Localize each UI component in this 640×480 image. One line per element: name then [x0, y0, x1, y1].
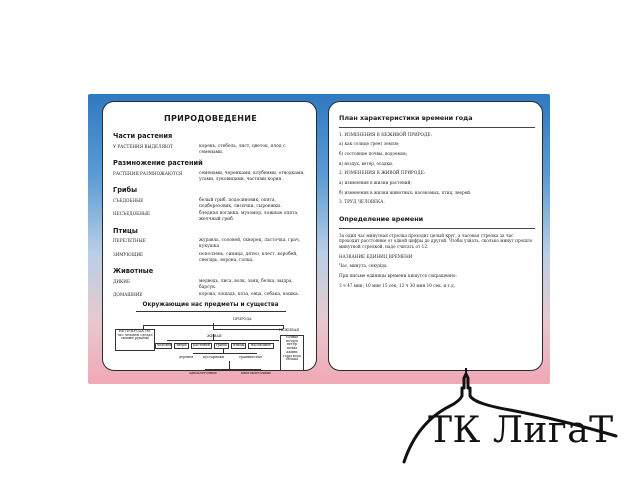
plan-item: б) состояние почвы, водоемов; — [339, 150, 408, 156]
section-row — [113, 252, 308, 263]
plan-item: 3. ТРУД ЧЕЛОВЕКА. — [339, 199, 385, 205]
diagram-man-made: НЕ ПРИРОДА (то, что человек сделал своими руками) — [115, 329, 155, 351]
diagram-connector — [205, 369, 261, 370]
section-row — [113, 292, 308, 298]
divider — [339, 127, 535, 128]
divider — [339, 228, 535, 229]
row-key: ДОМАШНИЕ — [113, 292, 143, 298]
section-heading: Животные — [113, 267, 154, 276]
plan-item: 1. ИЗМЕНЕНИЯ В НЕЖИВОЙ ПРИРОДЕ: — [339, 131, 432, 137]
abbr-heading: При письме единицы времени пишутся сокращенно: — [339, 273, 457, 279]
row-value: корова, лошадь, коза, овца, собака, кошка. — [199, 292, 300, 298]
section-row — [113, 171, 308, 182]
diagram-living: ЖИВАЯ — [207, 333, 222, 338]
row-value: корень, стебель, лист, цветок, плод с семенами. — [199, 143, 286, 155]
diagram-group-insects: насекомые — [248, 343, 274, 350]
page-title: ПРИРОДОВЕДЕНИЕ — [163, 114, 258, 123]
diagram-nonliving: НЕЖИВАЯ — [279, 327, 299, 332]
section-heading: Части растения — [113, 132, 173, 141]
section-row — [113, 238, 308, 249]
diagram-group-plants: растения — [191, 343, 212, 350]
diagram-root: ПРИРОДА — [233, 316, 252, 321]
row-value: белый гриб, подосиновик, опята, подберезовик, лисички, сыроежки. — [199, 197, 282, 209]
plan-item: 2. ИЗМЕНЕНИЯ В ЖИВОЙ ПРИРОДЕ: — [339, 170, 426, 176]
plan-item: в) воздух, ветер, осадки. — [339, 160, 394, 166]
section-row — [113, 198, 308, 209]
row-value: журавль, соловей, скворец, ласточка, грач, кукушка — [199, 238, 301, 250]
diagram-plant-shrubs: кустарники — [203, 354, 224, 359]
diagram-unicellular: одноклеточные — [189, 370, 217, 375]
diagram-connector — [193, 353, 257, 354]
diagram-plant-herbs: травянистые — [239, 354, 263, 359]
diagram-plant-trees: деревья — [179, 354, 194, 359]
watermark-logo — [392, 366, 622, 470]
units-heading: НАЗВАНИЕ ЕДИНИЦ ВРЕМЕНИ — [339, 253, 413, 259]
plan-item: б) изменения в жизни животных: насекомых, птиц, зверей. — [339, 189, 472, 195]
plan-item: а) изменения в жизни растений; — [339, 180, 412, 185]
watermark-text: ТК ЛигаТ — [428, 410, 614, 451]
row-value: поползень, синица, дятел, клест, воробей, снегирь, ворона, галка. — [199, 251, 298, 263]
row-key: ЗИМУЮЩИЕ — [113, 251, 144, 257]
section-heading: Размножение растений — [113, 159, 203, 168]
nature-diagram — [113, 315, 308, 383]
right-page — [328, 101, 543, 371]
plan-item: а) как солнце греет землю; — [339, 141, 400, 147]
diagram-connector — [213, 329, 283, 330]
section-plant-parts — [113, 132, 308, 155]
diagram-group-beasts: звери — [174, 343, 189, 350]
diagram-group-human: человек — [155, 343, 172, 350]
right-page-content — [339, 112, 535, 292]
section-heading: Птицы — [113, 226, 138, 235]
left-page-content — [113, 112, 308, 383]
row-key: У РАСТЕНИЯ ВЫДЕЛЯЮТ — [113, 143, 173, 149]
row-value: семенами, черенками, клубнями, отводками, усами, луковицами, частями корня. — [199, 170, 305, 182]
section-birds — [113, 227, 308, 263]
row-value: бледная поганка, мухомор, ложные опята, желчный гриб. — [199, 211, 299, 223]
diagram-nonliving-items: солнце воздух ветер почва камни горы вода облака — [280, 335, 304, 371]
section-animals — [113, 267, 308, 298]
diagram-title: Окружающие нас предметы и существа — [113, 302, 308, 312]
diagram-group-fungi: грибы — [214, 343, 229, 350]
row-key: РАСТЕНИЯ РАЗМНОЖАЮТСЯ — [113, 170, 183, 176]
row-value: медведь, лиса, волк, заяц, белка, выдра, барсук. — [199, 278, 293, 290]
row-key: НЕСЪЕДОБНЫЕ — [113, 211, 151, 217]
section-row — [113, 279, 308, 290]
diagram-multicellular: многоклеточные — [241, 370, 272, 375]
diagram-connector — [229, 361, 230, 369]
time-paragraph: За один час минутная стрелка проходит целый круг, а часовая стрелка за час проходит расстояние от одной цифры до другой. Чтобы узнать, сколько минут прошло минутной стрелкой, надо считать от 12. — [339, 232, 533, 249]
row-key: ПЕРЕЛЕТНЫЕ — [113, 238, 146, 244]
section-heading: Грибы — [113, 186, 138, 195]
left-page — [102, 101, 317, 375]
units-text: Час, минута, секунда. — [339, 263, 388, 269]
section-row — [113, 211, 308, 222]
row-key: СЪЕДОБНЫЕ — [113, 197, 144, 203]
season-plan-title: План характеристики времени года — [339, 114, 473, 122]
time-title: Определение времени — [339, 215, 424, 224]
diagram-connector — [167, 340, 279, 341]
section-reproduction — [113, 159, 308, 182]
row-key: ДИКИЕ — [113, 278, 131, 284]
section-mushrooms — [113, 186, 308, 222]
section-row — [113, 144, 308, 155]
diagram-group-birds: птицы — [231, 343, 246, 350]
abbr-text: 3 ч 47 мин; 10 мин 15 сек; 12 ч 30 мин 10 сек. и т.д. — [339, 282, 456, 288]
